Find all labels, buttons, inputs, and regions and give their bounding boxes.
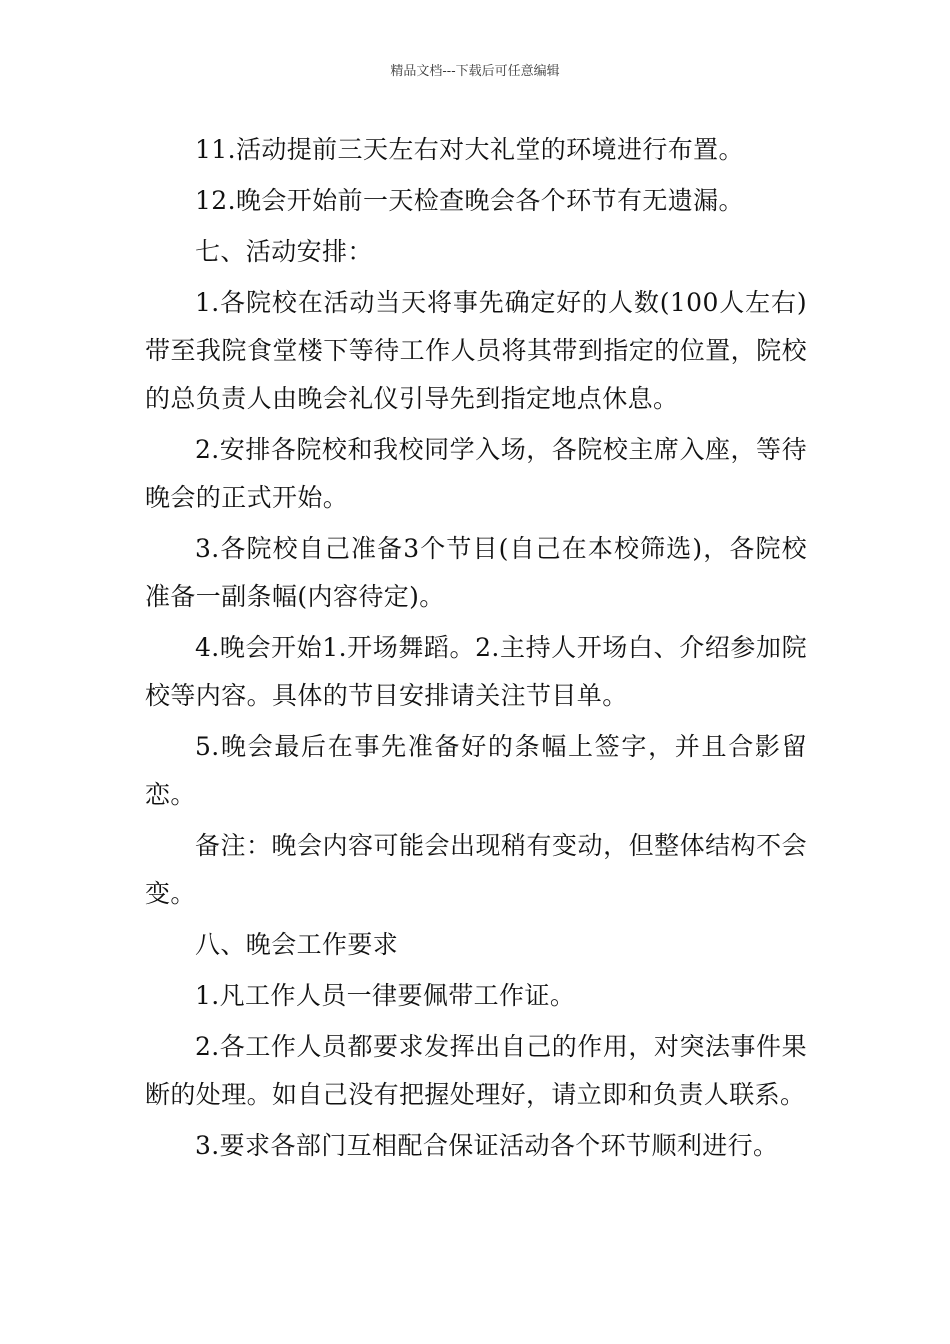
paragraph-item-11: 11.活动提前三天左右对大礼堂的环境进行布置。	[195, 135, 744, 164]
paragraph-arrangement-5: 5.晚会最后在事先准备好的条幅上签字，并且合影留恋。	[145, 732, 807, 809]
paragraph-arrangement-4: 4.晚会开始1.开场舞蹈。2.主持人开场白、介绍参加院校等内容。具体的节目安排请关注节目单。	[145, 633, 807, 710]
section-heading-work-requirements: 八、晚会工作要求	[195, 930, 399, 959]
paragraph-arrangement-2: 2.安排各院校和我校同学入场，各院校主席入座，等待晚会的正式开始。	[145, 435, 807, 512]
paragraph-note: 备注：晚会内容可能会出现稍有变动，但整体结构不会变。	[145, 831, 807, 908]
section-heading-activity-arrangement: 七、活动安排：	[195, 237, 373, 266]
paragraph-requirement-2: 2.各工作人员都要求发挥出自己的作用，对突法事件果断的处理。如自己没有把握处理好，请立即和负责人联系。	[145, 1032, 807, 1109]
paragraph-item-12: 12.晚会开始前一天检查晚会各个环节有无遗漏。	[195, 186, 744, 215]
paragraph-requirement-3: 3.要求各部门互相配合保证活动各个环节顺利进行。	[195, 1131, 779, 1160]
paragraph-arrangement-1: 1.各院校在活动当天将事先确定好的人数(100人左右)带至我院食堂楼下等待工作人员将其带到指定的位置，院校的总负责人由晚会礼仪引导先到指定地点休息。	[145, 288, 807, 413]
paragraph-arrangement-3: 3.各院校自己准备3个节目(自己在本校筛选)，各院校准备一副条幅(内容待定)。	[145, 534, 807, 611]
document-body	[145, 126, 807, 1173]
page-header: 精品文档---下载后可任意编辑	[390, 64, 560, 79]
paragraph-requirement-1: 1.凡工作人员一律要佩带工作证。	[195, 981, 576, 1010]
